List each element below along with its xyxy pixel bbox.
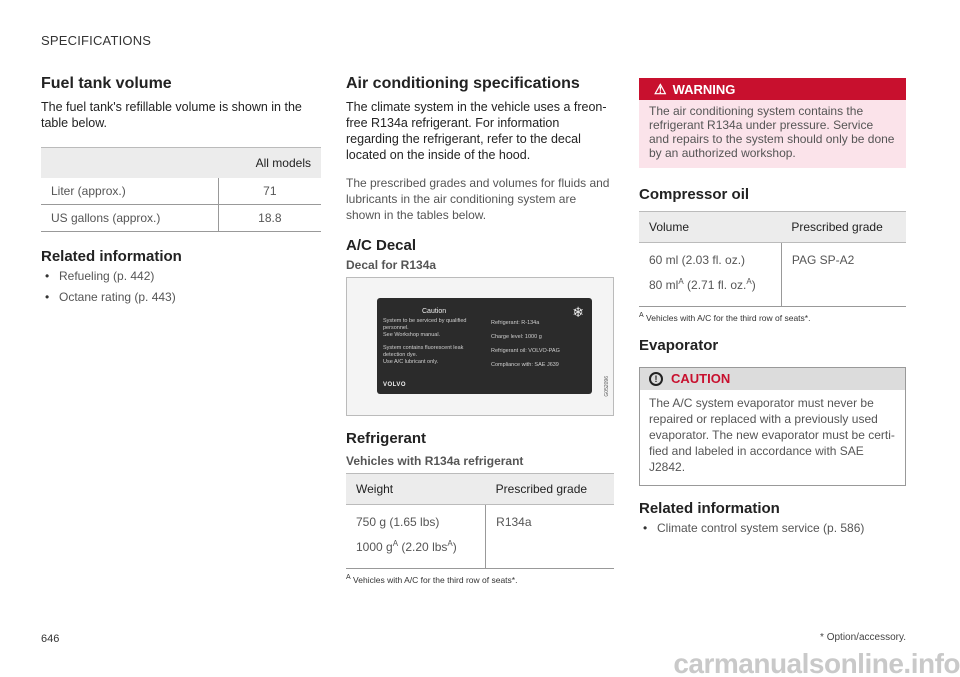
ac-intro2: The prescribed grades and volumes for fluids and lubricants in the air conditioning system are shown in the tables below. bbox=[346, 176, 610, 222]
decal-title: A/C Decal bbox=[346, 237, 417, 254]
option-note: * Option/accessory. bbox=[820, 632, 906, 643]
footnote: $^A$ Vehicles with A/C for the third row of seats*. bbox=[639, 312, 811, 323]
list-item[interactable]: • Octane rating (p. 443) bbox=[45, 290, 176, 304]
related-title: Related information bbox=[639, 499, 780, 517]
page-number: 646 bbox=[41, 633, 60, 645]
table-row: US gallons (approx.) 18.8 bbox=[41, 205, 321, 232]
decal-label: Caution ❄ System to be serviced by qualified personnel. See Workshop manual. System contains fluorescent leak detection dye. Use A/C lubricant only. Refrigerant: R-134a Charge level: 1000 g Refrigerant oil: VOLVO-PAG Compliance with: SAE J639 VOLVO bbox=[377, 298, 592, 394]
watermark: carmanualsonline.info bbox=[673, 648, 960, 677]
fuel-column bbox=[41, 74, 321, 308]
related-list bbox=[639, 518, 906, 539]
caution-text: The A/C system evaporator must never be repaired or replaced with a previously used evaporator. The new evaporator must be certi-fied and labeled in accordance with SAE J2842. bbox=[649, 395, 895, 474]
caution-box: ! CAUTION The A/C system evaporator must never be repaired or replaced with a previously used evaporator. The new evaporator must be certi-fied and labeled in accordance with SAE J2842. bbox=[639, 367, 906, 486]
ac-intro: The climate system in the vehicle uses a freon-free R134a refrigerant. For information regarding the refrigerant, refer to the decal located on the inside of the hood. bbox=[346, 100, 607, 162]
volvo-logo: VOLVO bbox=[383, 382, 407, 388]
fuel-title: Fuel tank volume bbox=[41, 75, 172, 92]
compressor-table: Volume Prescribed grade 60 ml (2.03 fl. oz.) 80 $ml^A$ (2.71 fl. oz.$^A$) PAG SP-A2 bbox=[639, 211, 906, 307]
warning-text: The air conditioning system contains the refrigerant R134a under pressure. Service and repairs to the system should only be done by an authorized workshop. bbox=[649, 104, 895, 160]
fuel-table bbox=[41, 147, 321, 232]
refrigerant-title: Refrigerant bbox=[346, 430, 427, 447]
related-list bbox=[41, 266, 321, 308]
exclamation-icon: ! bbox=[649, 372, 663, 386]
table-row: 60 ml (2.03 fl. oz.) 80 $ml^A$ (2.71 fl. oz.$^A$) PAG SP-A2 bbox=[639, 243, 906, 307]
fuel-table-header: All models bbox=[218, 148, 321, 179]
decal-subtitle: Decal for R134a bbox=[346, 258, 437, 272]
warning-box: ⚠ WARNING The air conditioning system contains the refrigerant R134a under pressure. Service and repairs to the system should only be done by an authorized workshop. bbox=[639, 78, 906, 168]
compressor-title: Compressor oil bbox=[639, 186, 750, 203]
image-code: G052096 bbox=[604, 376, 610, 397]
ac-title: Air conditioning specifications bbox=[346, 75, 580, 92]
warning-triangle-icon: ⚠ bbox=[654, 80, 667, 97]
table-row: Liter (approx.) 71 bbox=[41, 178, 321, 205]
decal-image bbox=[346, 277, 614, 416]
refrigerant-subtitle: Vehicles with R134a refrigerant bbox=[346, 454, 524, 468]
evaporator-title: Evaporator bbox=[639, 336, 719, 354]
right-column bbox=[639, 78, 906, 539]
table-row: 750 g (1.65 lbs) 1000 $g^A$ (2.20 lbs$^A$) R134a bbox=[346, 505, 614, 569]
fuel-intro: The fuel tank's refillable volume is shown in the table below. bbox=[41, 100, 302, 130]
refrigerant-table: Weight Prescribed grade 750 g (1.65 lbs) 1000 $g^A$ (2.20 lbs$^A$) R134a bbox=[346, 473, 614, 569]
footnote: $^A$ Vehicles with A/C for the third row of seats*. bbox=[346, 574, 518, 585]
related-title: Related information bbox=[41, 248, 182, 265]
list-item[interactable]: • Refueling (p. 442) bbox=[45, 269, 155, 283]
list-item[interactable]: • Climate control system service (p. 586) bbox=[643, 520, 865, 535]
ac-column bbox=[346, 74, 614, 585]
snowflake-icon: ❄ bbox=[572, 304, 584, 320]
section-header: SPECIFICATIONS bbox=[41, 33, 152, 48]
